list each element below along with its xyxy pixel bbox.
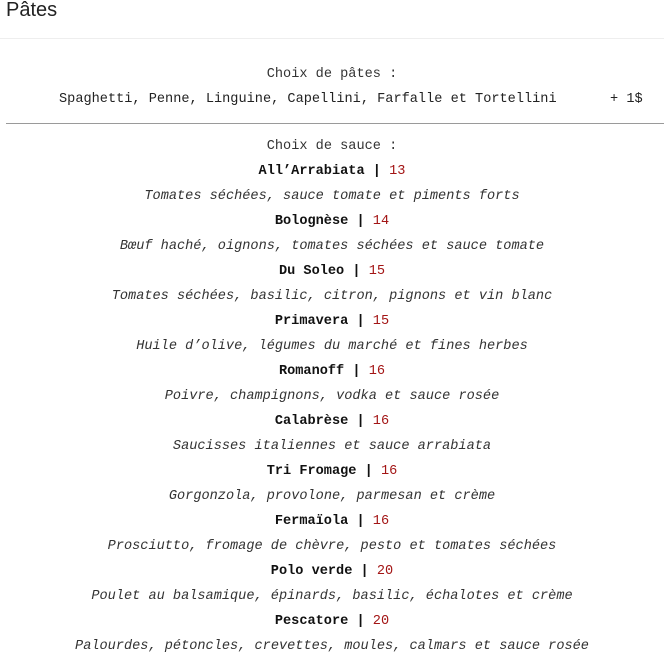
- sauce-description: Tomates séchées, sauce tomate et piments forts: [144, 189, 520, 204]
- section-divider: [6, 123, 664, 124]
- price-separator: |: [360, 564, 369, 579]
- price-separator: |: [364, 464, 373, 479]
- price-separator: |: [356, 514, 365, 529]
- sauce-price: 20: [372, 614, 390, 629]
- sauce-description: Prosciutto, fromage de chèvre, pesto et tomates séchées: [107, 539, 557, 554]
- pasta-options: Spaghetti, Penne, Linguine, Capellini, Farfalle et Tortellini: [59, 92, 557, 107]
- sauce-price: 16: [368, 364, 386, 379]
- sauce-heading: [0, 562, 664, 587]
- price-separator: |: [356, 314, 365, 329]
- sauce-name: Tri Fromage: [266, 464, 357, 479]
- sauce-item: [0, 262, 664, 312]
- sauce-price: 16: [372, 414, 390, 429]
- sauce-item: [0, 162, 664, 212]
- sauce-item: [0, 462, 664, 512]
- price-separator: |: [352, 364, 361, 379]
- sauce-heading: [0, 262, 664, 287]
- sauce-description: Poivre, champignons, vodka et sauce rosée: [164, 389, 500, 404]
- sauce-choice-label: Choix de sauce :: [266, 139, 398, 154]
- sauce-price: 15: [368, 264, 386, 279]
- sauce-name: Primavera: [274, 314, 349, 329]
- sauce-list: [0, 162, 664, 662]
- sauce-price: 13: [389, 164, 406, 179]
- sauce-heading: [0, 612, 664, 637]
- pasta-extra-price: + 1$: [610, 92, 643, 107]
- sauce-item: [0, 362, 664, 412]
- sauce-heading: [0, 512, 664, 537]
- sauce-price: 14: [372, 214, 390, 229]
- sauce-heading: [0, 312, 664, 337]
- price-separator: |: [356, 214, 365, 229]
- sauce-name: Fermaïola: [274, 514, 349, 529]
- sauce-name: All’Arrabiata: [258, 164, 365, 179]
- sauce-description: Tomates séchées, basilic, citron, pignons et vin blanc: [111, 289, 553, 304]
- sauce-description: Huile d’olive, légumes du marché et fines herbes: [136, 339, 528, 354]
- sauce-name: Du Soleo: [278, 264, 345, 279]
- pasta-choice-label: Choix de pâtes :: [266, 67, 398, 82]
- sauce-description: Gorgonzola, provolone, parmesan et crème: [168, 489, 496, 504]
- sauce-name: Romanoff: [278, 364, 345, 379]
- sauce-heading: [0, 462, 664, 487]
- sauce-price: 16: [380, 464, 398, 479]
- page-title: Pâtes: [6, 0, 58, 21]
- sauce-price: 16: [372, 514, 390, 529]
- sauce-heading: [0, 212, 664, 237]
- price-separator: |: [356, 414, 365, 429]
- sauce-name: Calabrèse: [274, 414, 349, 429]
- sauce-item: [0, 612, 664, 662]
- sauce-heading: [0, 412, 664, 437]
- price-separator: |: [352, 264, 361, 279]
- sauce-heading: [0, 162, 664, 187]
- sauce-price: 15: [372, 314, 390, 329]
- sauce-description: Saucisses italiennes et sauce arrabiata: [172, 439, 492, 454]
- sauce-price: 20: [376, 564, 394, 579]
- sauce-description: Bœuf haché, oignons, tomates séchées et sauce tomate: [119, 239, 545, 254]
- sauce-name: Bolognèse: [274, 214, 349, 229]
- sauce-item: [0, 212, 664, 262]
- sauce-item: [0, 562, 664, 612]
- sauce-name: Polo verde: [270, 564, 353, 579]
- price-separator: |: [356, 614, 365, 629]
- sauce-item: [0, 512, 664, 562]
- sauce-item: [0, 412, 664, 462]
- sauce-description: Poulet au balsamique, épinards, basilic, échalotes et crème: [91, 589, 573, 604]
- price-separator: |: [372, 164, 381, 179]
- sauce-description: Palourdes, pétoncles, crevettes, moules, calmars et sauce rosée: [75, 639, 589, 654]
- sauce-item: [0, 312, 664, 362]
- sauce-heading: [0, 362, 664, 387]
- sauce-name: Pescatore: [274, 614, 349, 629]
- header-divider: [0, 38, 664, 39]
